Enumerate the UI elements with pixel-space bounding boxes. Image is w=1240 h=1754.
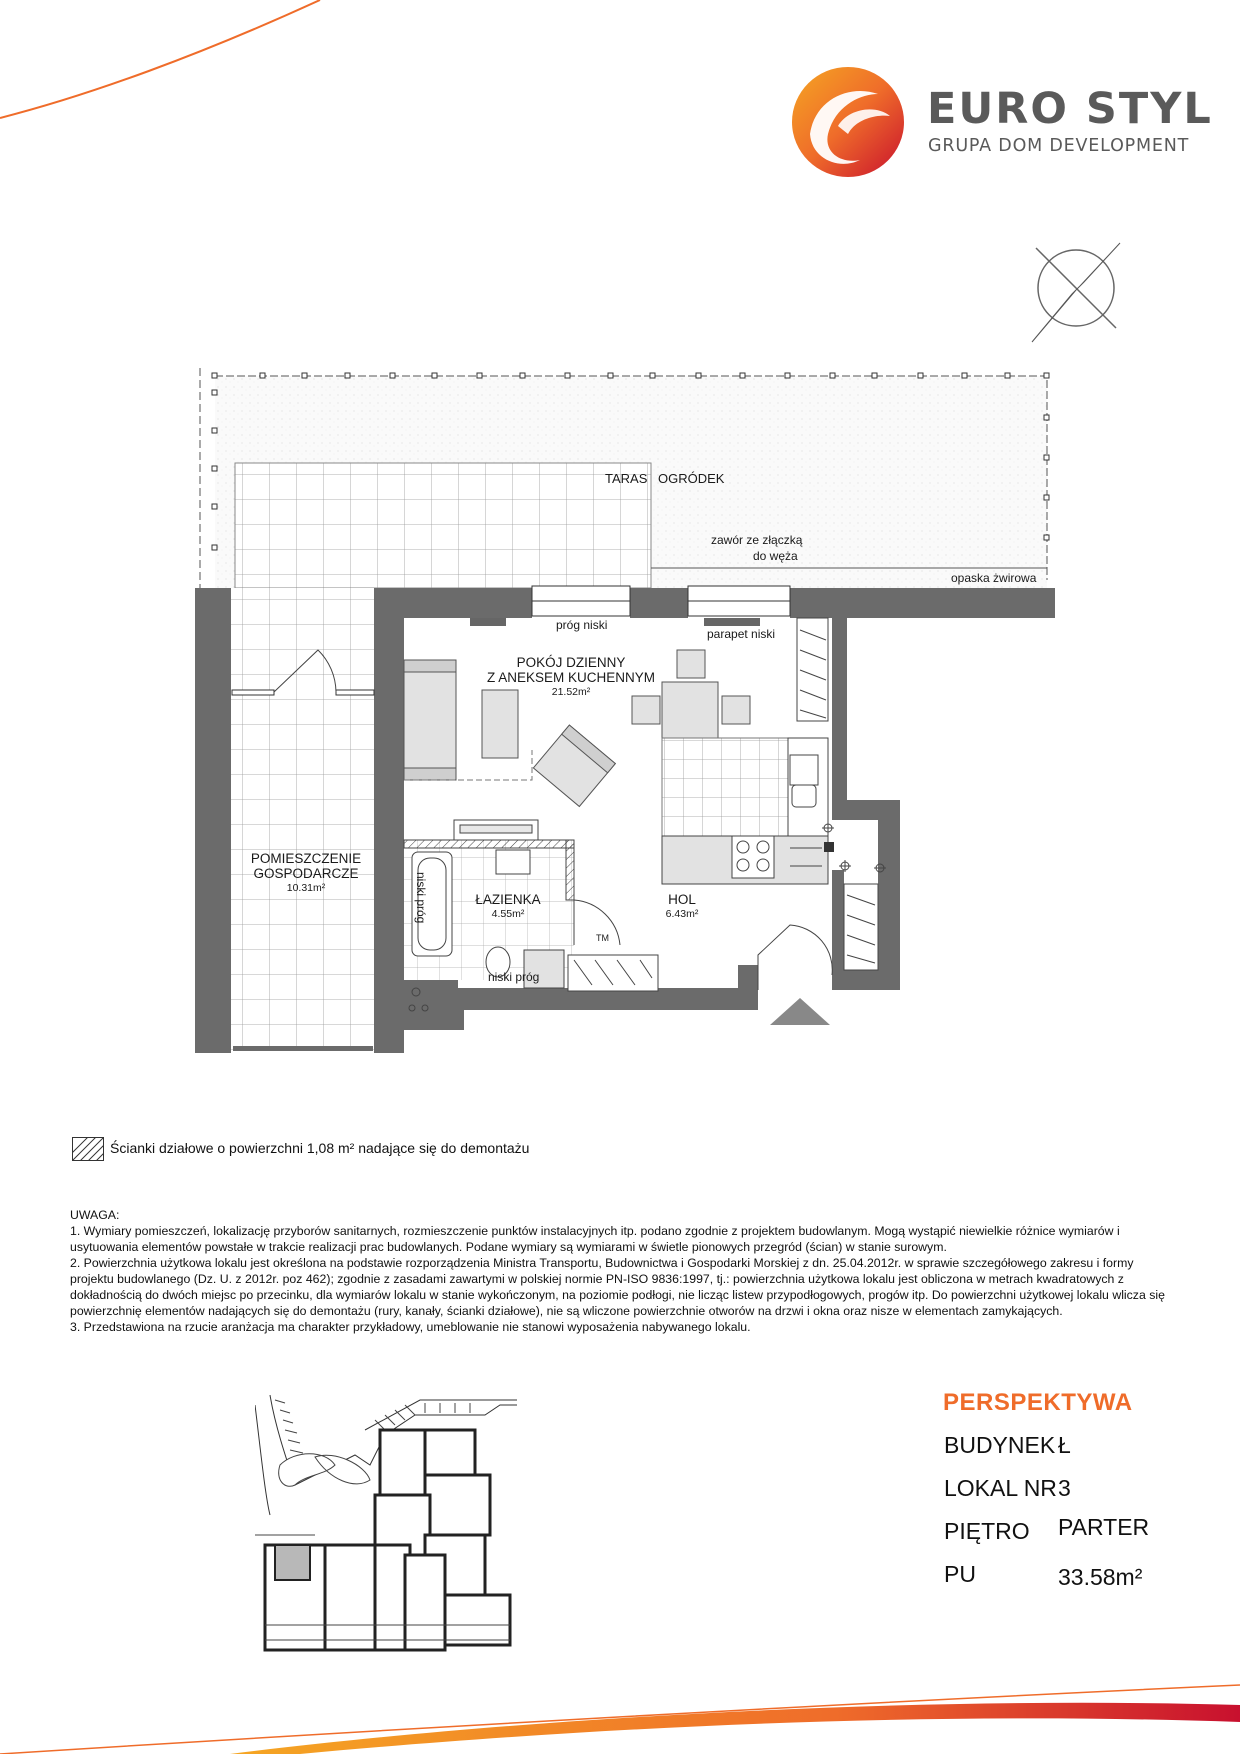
- north-arrow-icon: [1028, 238, 1128, 346]
- notes-block: [70, 1207, 1170, 1335]
- floor-value: PARTER: [1058, 1514, 1150, 1540]
- room-bathroom-name: ŁAZIENKA: [475, 892, 541, 907]
- note-item: 3. Przedstawiona na rzucie aranżacja ma charakter przykładowy, umeblowanie nie stanowi wyposażenia nabywanego lokalu.: [70, 1320, 751, 1334]
- room-living-area: 21.52m²: [551, 686, 591, 698]
- floor-plan: [190, 365, 1070, 1065]
- room-storage-name-2: GOSPODARCZE: [253, 866, 359, 881]
- floor-label: PIĘTRO: [944, 1518, 1030, 1544]
- logo-symbol: [790, 64, 910, 180]
- unit-value: 3: [1058, 1475, 1071, 1501]
- valve-note-line1: zawór ze złączką: [711, 533, 803, 547]
- note-item: 1. Wymiary pomieszczeń, lokalizację przyborów sanitarnych, rozmieszczenie punktów instalacyjnych itp. podano zgodnie z projektem budowlanym. Mogą wystąpić niewielkie różnice wymiarów i usytuowania elementów powstałe w trakcie realizacji prac budowlanych. Podane wymiary są wymiarami w świetle pionowych przegród (ścian) w stanie surowym.: [70, 1224, 1120, 1254]
- bath-threshold-label: niski próg: [414, 872, 428, 924]
- room-storage-name: POMIESZCZENIE: [250, 851, 362, 866]
- room-living-name: POKÓJ DZIENNY: [516, 655, 626, 670]
- room-bathroom-area: 4.55m²: [491, 908, 525, 920]
- terrace-label: TARAS: [605, 471, 648, 486]
- room-storage-area: 10.31m²: [286, 882, 326, 894]
- gravel-note: opaska żwirowa: [951, 571, 1037, 585]
- wc-threshold-label: niski próg: [488, 970, 540, 984]
- top-left-swoosh: [0, 0, 340, 130]
- notes-heading: UWAGA:: [70, 1208, 120, 1222]
- hatch-legend-icon: [72, 1137, 104, 1161]
- threshold-low-label: próg niski: [556, 618, 608, 632]
- key-plan: [255, 1395, 575, 1665]
- area-value: 33.58m²: [1058, 1564, 1143, 1590]
- unit-label: LOKAL NR: [944, 1475, 1057, 1501]
- building-value: Ł: [1058, 1432, 1071, 1458]
- room-living-name-2: Z ANEKSEM KUCHENNYM: [486, 670, 656, 685]
- room-bathroom: [458, 892, 558, 922]
- area-label: PU: [944, 1561, 976, 1587]
- perspective-heading: PERSPEKTYWA: [943, 1389, 1133, 1416]
- room-hall: [642, 892, 722, 922]
- room-hall-area: 6.43m²: [665, 908, 699, 920]
- legend-text: Ścianki działowe o powierzchni 1,08 m² nadające się do demontażu: [110, 1140, 530, 1156]
- room-hall-name: HOL: [668, 892, 696, 907]
- room-storage: [232, 851, 380, 896]
- logo-brand: EURO STYL: [927, 84, 1213, 134]
- note-item: 2. Powierzchnia użytkowa lokalu jest określona na podstawie rozporządzenia Ministra Transportu, Budownictwa i Gospodarki Morskiej z dn. 25.04.2012r. w sprawie szczegółowego zakresu i formy projektu budowlanego (Dz. U. z 2012r. poz 462); zgodnie z zasadami zawartymi w polskiej normie PN-ISO 9836:1997, tj.: powierzchnia użytkowa lokalu jest obliczona w metrach kwadratowych z dokładnością do dwóch miejsc po przecinku, dla wymiarów lokalu w stanie wykończonym, na poziomie podłogi, nie licząc listew przypodłogowych, progów itp. Do powierzchni użytkowej lokalu wlicza się powierzchnię elementów nadających się do demontażu (rury, kanały, ścianki działowe), nie są wliczone powierzchnie otworów na drzwi i okna oraz nisze w elementach zamykających.: [70, 1256, 1165, 1318]
- valve-note-line2: do węża: [753, 549, 798, 563]
- logo-subtitle: GRUPA DOM DEVELOPMENT: [928, 136, 1190, 156]
- building-label: BUDYNEK: [944, 1432, 1056, 1458]
- room-living: [456, 655, 686, 700]
- low-sill-label: parapet niski: [707, 627, 776, 641]
- bottom-swoosh: [0, 1680, 1240, 1754]
- meter-symbol: TM: [596, 933, 609, 943]
- garden-label: OGRÓDEK: [658, 471, 725, 486]
